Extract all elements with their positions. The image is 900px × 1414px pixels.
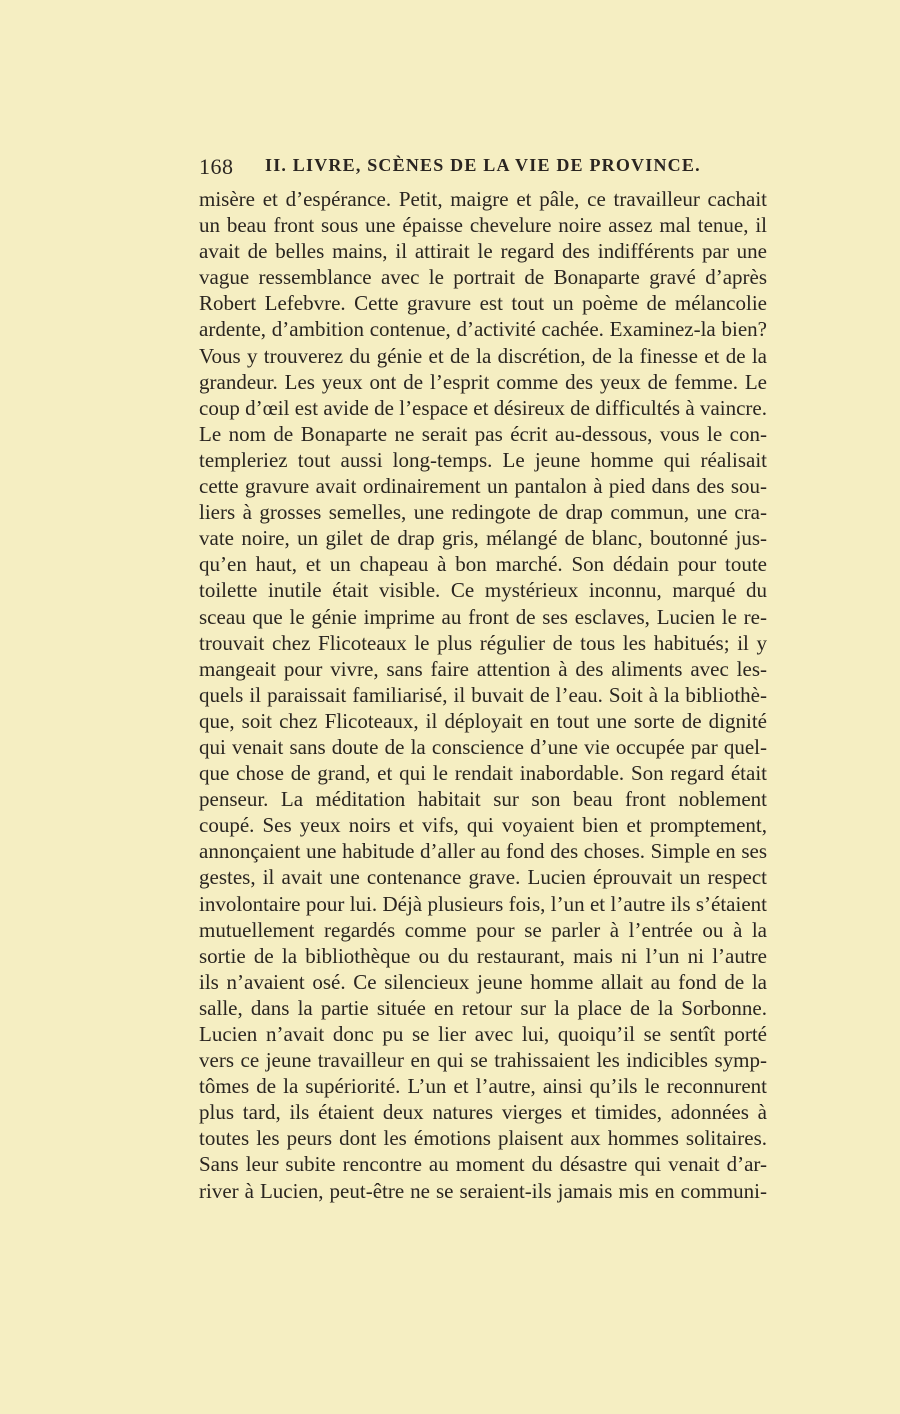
text-line: Le nom de Bonaparte ne serait pas écrit au-dessous, vous le con- bbox=[199, 421, 767, 446]
text-line: templeriez tout aussi long-temps. Le jeune homme qui réalisait bbox=[199, 447, 767, 472]
text-line: salle, dans la partie située en retour sur la place de la Sorbonne. bbox=[199, 995, 767, 1020]
body-text bbox=[199, 186, 767, 1204]
text-line: involontaire pour lui. Déjà plusieurs fois, l’un et l’autre ils s’étaient bbox=[199, 891, 767, 916]
text-line: Lucien n’avait donc pu se lier avec lui, quoiqu’il se sentît porté bbox=[199, 1022, 767, 1046]
text-line: mutuellement regardés comme pour se parler à l’entrée ou à la bbox=[199, 917, 767, 942]
text-line: quels il paraissait familiarisé, il buvait de l’eau. Soit à la bibliothè- bbox=[199, 682, 767, 707]
running-head bbox=[199, 154, 769, 184]
text-line: sortie de la bibliothèque ou du restaurant, mais ni l’un ni l’autre bbox=[199, 943, 767, 968]
text-line: liers à grosses semelles, une redingote de drap commun, une cra- bbox=[199, 500, 767, 525]
running-head-title: II. LIVRE, SCÈNES DE LA VIE DE PROVINCE. bbox=[265, 155, 701, 175]
text-line: Sans leur subite rencontre au moment du désastre qui venait d’ar- bbox=[199, 1152, 767, 1177]
text-line: sceau que le génie imprime au front de ses esclaves, Lucien le re- bbox=[199, 604, 767, 629]
text-line: Vous y trouverez du génie et de la discrétion, de la finesse et de la bbox=[199, 343, 767, 368]
text-line: misère et d’espérance. Petit, maigre et pâle, ce travailleur cachait bbox=[199, 187, 767, 211]
text-line: avait de belles mains, il attirait le regard des indifférents par une bbox=[199, 239, 767, 264]
text-line: vate noire, un gilet de drap gris, mélangé de blanc, boutonné jus- bbox=[199, 526, 767, 551]
page-number: 168 bbox=[199, 154, 234, 179]
text-line: mangeait pour vivre, sans faire attention à des aliments avec les- bbox=[199, 656, 767, 681]
text-line: trouvait chez Flicoteaux le plus régulier de tous les habitués; il y bbox=[199, 630, 767, 655]
text-line: vague ressemblance avec le portrait de Bonaparte gravé d’après bbox=[199, 265, 767, 290]
text-line: ardente, d’ambition contenue, d’activité cachée. Examinez-la bien? bbox=[199, 317, 767, 342]
text-line: vers ce jeune travailleur en qui se trahissaient les indicibles symp- bbox=[199, 1048, 767, 1073]
text-line: coup d’œil est avide de l’espace et désireux de difficultés à vaincre. bbox=[199, 395, 767, 420]
text-line: toutes les peurs dont les émotions plaisent aux hommes solitaires. bbox=[199, 1126, 767, 1151]
text-line: gestes, il avait une contenance grave. Lucien éprouvait un respect bbox=[199, 865, 767, 890]
text-line: que chose de grand, et qui le rendait inabordable. Son regard était bbox=[199, 761, 767, 786]
text-line: annonçaient une habitude d’aller au fond des choses. Simple en ses bbox=[199, 839, 767, 864]
text-line: qu’en haut, et un chapeau à bon marché. Son dédain pour toute bbox=[199, 552, 767, 577]
text-line: que, soit chez Flicoteaux, il déployait en tout une sorte de dignité bbox=[199, 708, 767, 733]
text-line: penseur. La méditation habitait sur son beau front noblement bbox=[199, 787, 767, 812]
text-line: Robert Lefebvre. Cette gravure est tout un poème de mélancolie bbox=[199, 291, 767, 316]
text-line: ils n’avaient osé. Ce silencieux jeune homme allait au fond de la bbox=[199, 969, 767, 994]
text-line: plus tard, ils étaient deux natures vierges et timides, adonnées à bbox=[199, 1100, 767, 1125]
text-line: coupé. Ses yeux noirs et vifs, qui voyaient bien et promptement, bbox=[199, 813, 767, 838]
text-line: river à Lucien, peut-être ne se seraient-ils jamais mis en communi- bbox=[199, 1178, 767, 1203]
text-line: qui venait sans doute de la conscience d’une vie occupée par quel- bbox=[199, 734, 767, 759]
text-line: tômes de la supériorité. L’un et l’autre, ainsi qu’ils le reconnurent bbox=[199, 1074, 767, 1099]
text-line: cette gravure avait ordinairement un pantalon à pied dans des sou- bbox=[199, 474, 767, 499]
text-line: un beau front sous une épaisse chevelure noire assez mal tenue, il bbox=[199, 213, 767, 238]
text-line: toilette inutile était visible. Ce mystérieux inconnu, marqué du bbox=[199, 578, 767, 603]
text-line: grandeur. Les yeux ont de l’esprit comme des yeux de femme. Le bbox=[199, 369, 767, 394]
